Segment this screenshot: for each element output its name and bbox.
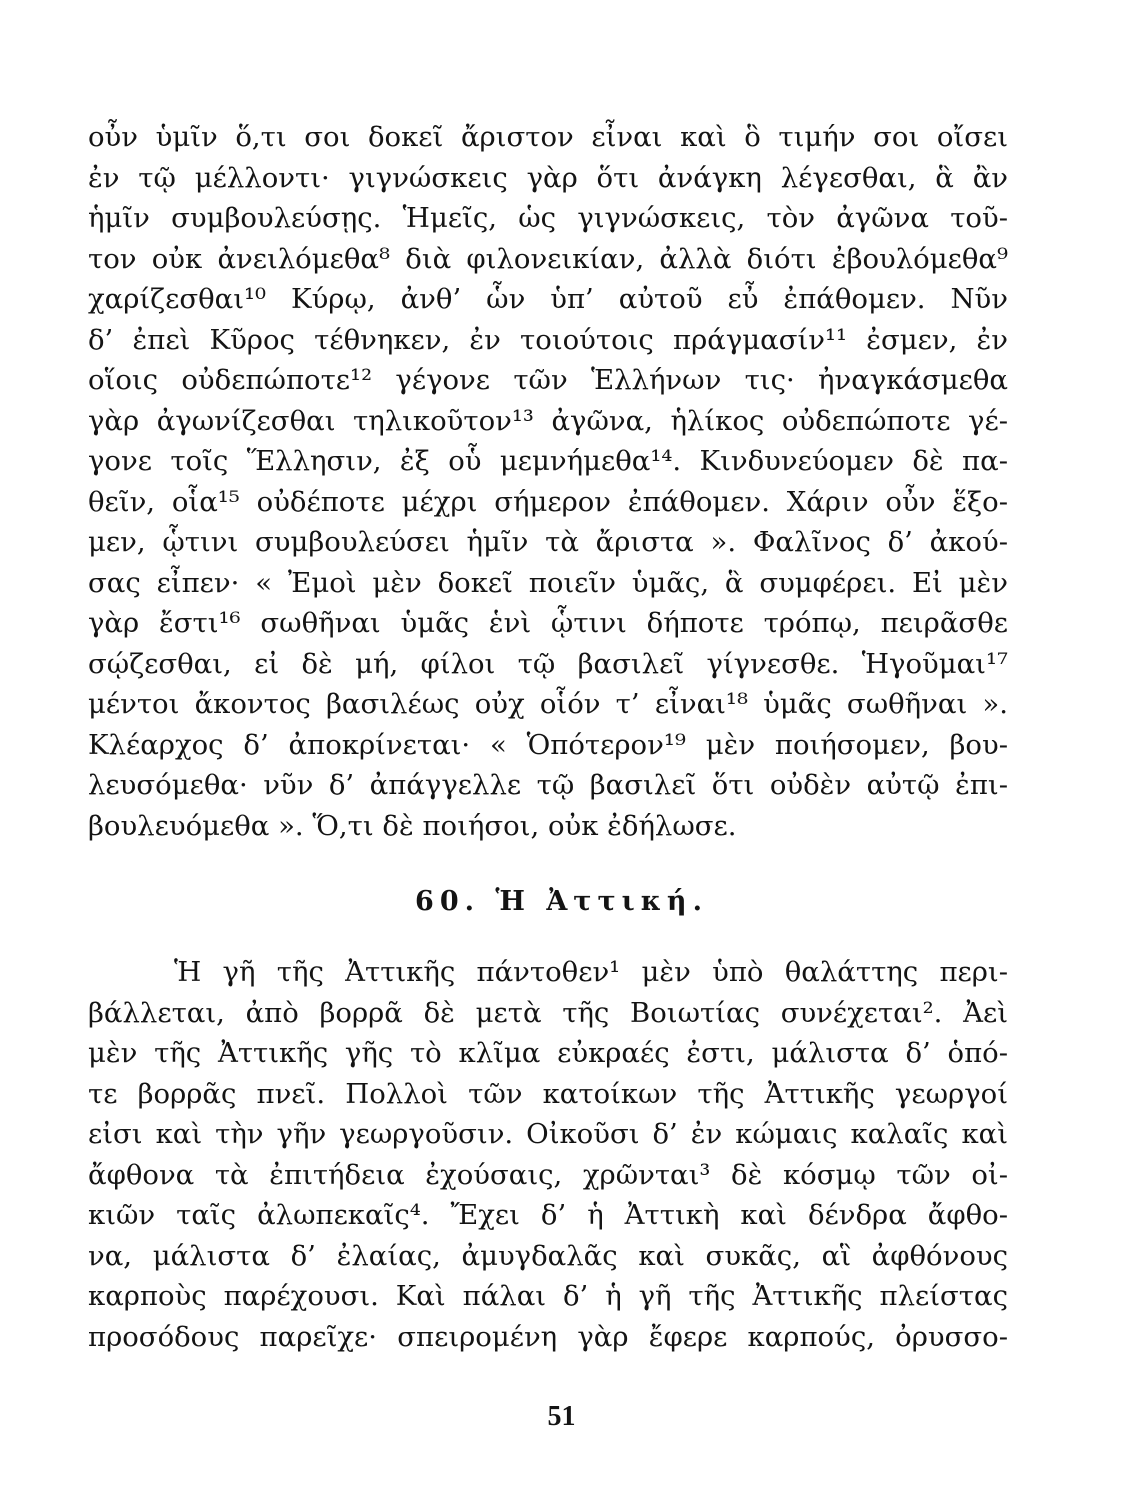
text-line: σας εἶπεν· « Ἐμοὶ μὲν δοκεῖ ποιεῖν ὑμᾶς, ἃ συμφέρει. Εἰ μὲν — [88, 566, 1008, 599]
text-line: οἵοις οὐδεπώποτε¹² γέγονε τῶν Ἑλλήνων τις· ἠναγκάσμεθα — [88, 364, 1008, 396]
text-line: κιῶν ταῖς ἀλωπεκαῖς⁴. Ἔχει δ’ ἡ Ἀττικὴ καὶ δένδρα ἄφθο- — [88, 1199, 1008, 1231]
text-line: σῴζεσθαι, εἰ δὲ μή, φίλοι τῷ βασιλεῖ γίγνεσθε. Ἡγοῦμαι¹⁷ — [88, 647, 1008, 680]
text-line: Κλέαρχος δ’ ἀποκρίνεται· « Ὁπότερον¹⁹ μὲν ποιήσομεν, βου- — [88, 728, 1008, 761]
text-line: γὰρ ἀγωνίζεσθαι τηλικοῦτον¹³ ἀγῶνα, ἡλίκος οὐδεπώποτε γέ- — [88, 404, 1008, 437]
text-line: οὖν ὑμῖν ὅ,τι σοι δοκεῖ ἄριστον εἶναι καὶ ὃ τιμήν σοι οἴσει — [88, 121, 1008, 153]
text-line: βουλευόμεθα ». Ὅ,τι δὲ ποιήσοι, οὐκ ἐδήλωσε. — [88, 809, 737, 842]
text-line: τον οὐκ ἀνειλόμεθα⁸ διὰ φιλονεικίαν, ἀλλὰ διότι ἐβουλόμεθα⁹ — [88, 242, 1008, 275]
page-number: 51 — [547, 1401, 576, 1432]
text-line: τε βορρᾶς πνεῖ. Πολλοὶ τῶν κατοίκων τῆς Ἀττικῆς γεωργοί — [88, 1077, 1008, 1110]
text-line: εἰσι καὶ τὴν γῆν γεωργοῦσιν. Οἰκοῦσι δ’ ἐν κώμαις καλαῖς καὶ — [88, 1118, 1008, 1150]
passage-continued — [88, 117, 1008, 846]
section-heading: 60. Ἡ Ἀττική. — [415, 886, 708, 917]
text-line: μεν, ᾧτινι συμβουλεύσει ἡμῖν τὰ ἄριστα ». Φαλῖνος δ’ ἀκού- — [88, 526, 1008, 558]
text-line: ἡμῖν συμβουλεύσῃς. Ἡμεῖς, ὡς γιγνώσκεις, τὸν ἀγῶνα τοῦ- — [88, 202, 1008, 234]
text-line: μὲν τῆς Ἀττικῆς γῆς τὸ κλῖμα εὐκραές ἐστι, μάλιστα δ’ ὁπό- — [88, 1037, 1008, 1069]
text-line: μέντοι ἄκοντος βασιλέως οὐχ οἷόν τ’ εἶναι¹⁸ ὑμᾶς σωθῆναι ». — [88, 688, 1008, 720]
text-line: Ἡ γῆ τῆς Ἀττικῆς πάντοθεν¹ μὲν ὑπὸ θαλάττης περι- — [174, 956, 1008, 988]
text-line: να, μάλιστα δ’ ἐλαίας, ἀμυγδαλᾶς καὶ συκᾶς, αἳ ἀφθόνους — [88, 1239, 1008, 1272]
text-line: χαρίζεσθαι¹⁰ Κύρῳ, ἀνθ’ ὧν ὑπ’ αὐτοῦ εὖ ἐπάθομεν. Νῦν — [88, 283, 1008, 315]
text-line: λευσόμεθα· νῦν δ’ ἀπάγγελλε τῷ βασιλεῖ ὅτι οὐδὲν αὐτῷ ἐπι- — [88, 769, 1008, 801]
text-line: γὰρ ἔστι¹⁶ σωθῆναι ὑμᾶς ἑνὶ ᾧτινι δήποτε τρόπῳ, πειρᾶσθε — [88, 607, 1008, 639]
text-line: γονε τοῖς Ἕλλησιν, ἐξ οὗ μεμνήμεθα¹⁴. Κινδυνεύομεν δὲ πα- — [88, 445, 1008, 477]
text-line: θεῖν, οἷα¹⁵ οὐδέποτε μέχρι σήμερον ἐπάθομεν. Χάριν οὖν ἕξο- — [88, 485, 1008, 518]
text-line: ἐν τῷ μέλλοντι· γιγνώσκεις γὰρ ὅτι ἀνάγκη λέγεσθαι, ἃ ἂν — [88, 161, 1008, 194]
text-line: βάλλεται, ἀπὸ βορρᾶ δὲ μετὰ τῆς Βοιωτίας συνέχεται². Ἀεὶ — [88, 996, 1008, 1029]
passage-attica — [88, 952, 1008, 1357]
text-line: προσόδους παρεῖχε· σπειρομένη γὰρ ἔφερε καρπούς, ὀρυσσο- — [88, 1320, 1008, 1353]
text-line: ἄφθονα τὰ ἐπιτήδεια ἐχούσαις, χρῶνται³ δὲ κόσμῳ τῶν οἰ- — [88, 1158, 1008, 1191]
text-line: καρποὺς παρέχουσι. Καὶ πάλαι δ’ ἡ γῆ τῆς Ἀττικῆς πλείστας — [88, 1280, 1008, 1312]
text-line: δ’ ἐπεὶ Κῦρος τέθνηκεν, ἐν τοιούτοις πράγμασίν¹¹ ἐσμεν, ἐν — [88, 323, 1008, 356]
